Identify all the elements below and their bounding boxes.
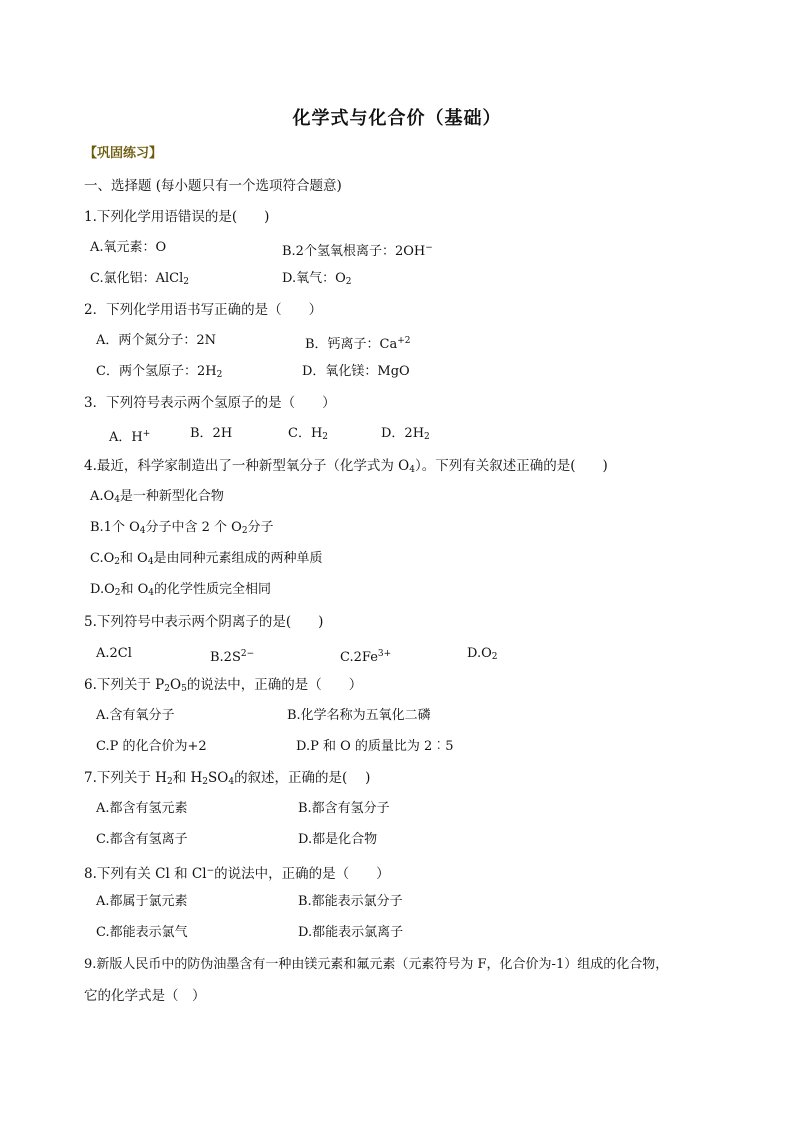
question-7-option-b: B.都含有氢分子 [298,801,390,816]
question-9-stem-continued: 它的化学式是（ ） [84,988,206,1004]
question-8-option-c: C.都能表示氯气 [96,925,188,940]
question-3-stem: 3．下列符号表示两个氢原子的是（ ） [84,395,336,411]
question-5-option-d: $D.O_2$ [467,646,498,662]
question-7-stem: 7.下列关于 $H_2$和 $H_2SO_4$的叙述，正确的是( ) [84,770,371,787]
part-heading: 一、选择题 (每小题只有一个选项符合题意) [84,178,342,194]
question-2-option-b: B．钙离子：$Ca^{+2}$ [305,336,411,352]
question-7-option-c: C.都含有氢离子 [96,832,188,847]
question-6-option-a: A.含有氧分子 [96,708,175,723]
question-5-option-c: $C.2Fe^{3+}$ [340,649,392,665]
question-2-option-a: A．两个氮分子：2N [96,333,217,348]
question-3-option-c: C．$H_2$ [288,426,329,442]
section-tag: 【巩固练习】 [84,146,163,161]
question-4-option-b: B.1个 $O_4$分子中含 2 个 $O_2$分子 [90,520,274,536]
question-1-option-c: C.氯化铝：AlCl$_2$ [90,271,190,287]
question-1-option-b: B.2个氢氧根离子：2OH− [282,243,433,259]
question-8-option-d: D.都能表示氯离子 [298,925,404,940]
question-7-option-a: A.都含有氢元素 [96,801,188,816]
question-4-option-a: $A.O_4$是一种新型化合物 [90,489,224,505]
question-8-stem: 8.下列有关 Cl 和 Cl−的说法中，正确的是（ ） [84,866,390,882]
question-8-option-a: A.都属于氯元素 [96,894,188,909]
question-2-option-c: C．两个氢原子：$2H_2$ [96,364,223,380]
question-3-option-d: D．$2H_2$ [381,426,430,442]
question-7-option-d: D.都是化合物 [298,832,378,847]
question-6-stem: 6.下列关于 $P_2O_5$的说法中，正确的是（ ） [84,677,363,694]
question-5-option-b: $B.2S^{2-}$ [210,649,255,665]
question-1-option-a: A.氧元素：O [90,240,167,255]
question-2-stem: 2．下列化学用语书写正确的是（ ） [84,302,323,318]
question-3-option-b: B．2H [190,426,233,441]
question-6-option-b: B.化学名称为五氧化二磷 [287,708,431,723]
page-title: 化学式与化合价（基础） [292,108,502,129]
question-6-option-d: D.P 和 O 的质量比为 2︰5 [296,739,454,754]
question-2-option-d: D．氧化镁：MgO [302,364,410,379]
question-1-option-d: D.氧气：$O_2$ [282,271,352,287]
question-4-option-c: $C.O_2$和 $O_4$是由同种元素组成的两种单质 [90,551,323,567]
question-3-option-a: A．H+ [109,429,151,445]
question-8-option-b: B.都能表示氯分子 [298,894,403,909]
question-9-stem: 9.新版人民币中的防伪油墨含有一种由镁元素和氟元素（元素符号为 F，化合价为-1）组成的化合物， [84,957,669,972]
question-4-option-d: $D.O_2$和 $O_4$的化学性质完全相同 [90,582,272,598]
question-5-option-a: A.2Cl [96,646,132,661]
question-1-stem: 1.下列化学用语错误的是( ) [84,209,270,225]
question-6-option-c: C.P 的化合价为+2 [96,739,207,754]
question-5-stem: 5.下列符号中表示两个阴离子的是( ) [84,614,324,630]
question-4-stem: 4.最近，科学家制造出了一种新型氧分子（化学式为 $O_4$）。下列有关叙述正确的是( ) [84,458,608,475]
